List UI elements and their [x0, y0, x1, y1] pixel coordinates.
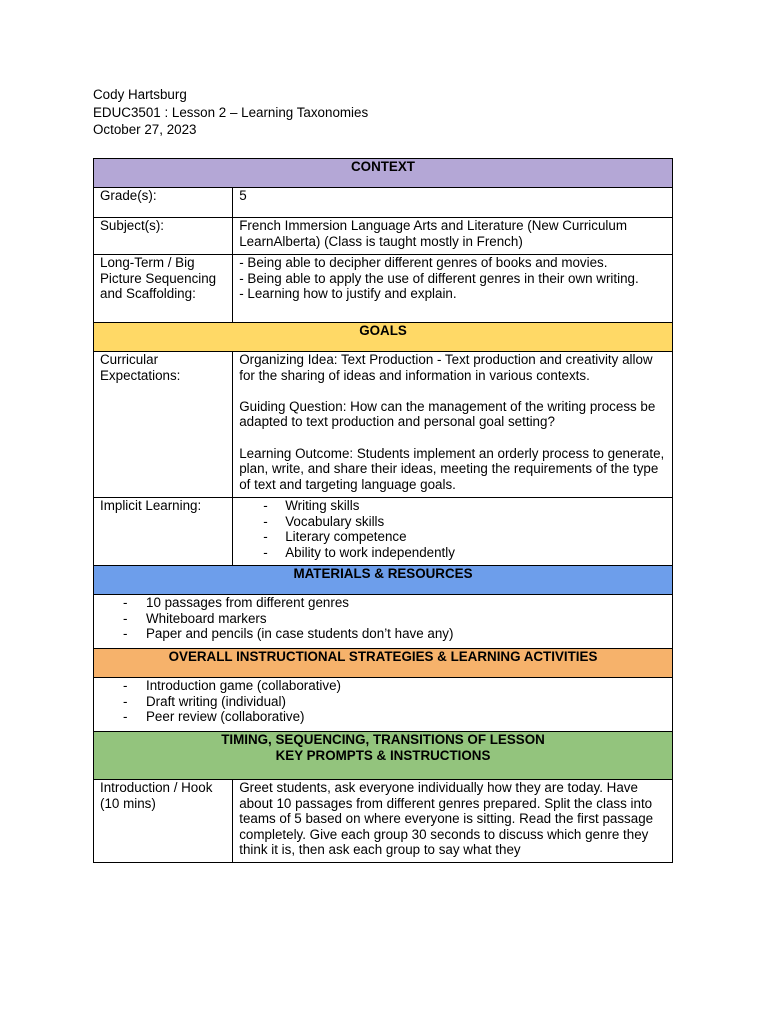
list-item: - Ability to work independently — [263, 544, 455, 560]
implicit-label: Implicit Learning: — [94, 498, 233, 566]
list-item: - Paper and pencils (in case students don’t have any) — [123, 626, 454, 642]
grade-label: Grade(s): — [94, 188, 233, 218]
timing-heading-line: KEY PROMPTS & INSTRUCTIONS — [275, 747, 491, 763]
timing-heading-line: TIMING, SEQUENCING, TRANSITIONS OF LESSON — [221, 732, 545, 747]
author-name: Cody Hartsburg — [93, 87, 187, 102]
intro-text: Greet students, ask everyone individually how they are today. Have about 10 passages from different genres prepared. Split the class into teams of 5 based on where everyone is sitting. Read the first passage completely. Give each group 30 seconds to discuss which genre they think it is, then ask each group to say what they — [239, 780, 654, 858]
list-item: - Vocabulary skills — [263, 513, 385, 529]
document-header — [93, 86, 368, 139]
implicit-row — [94, 498, 673, 566]
overall-heading: OVERALL INSTRUCTIONAL STRATEGIES & LEARNING ACTIVITIES — [94, 649, 673, 678]
goals-heading-row — [94, 323, 673, 352]
curricular-value — [233, 352, 673, 498]
intro-label: Introduction / Hook (10 mins) — [94, 780, 233, 863]
overall-row — [94, 678, 673, 732]
materials-row — [94, 595, 673, 649]
list-item: - Introduction game (collaborative) — [123, 678, 342, 693]
materials-heading: MATERIALS & RESOURCES — [94, 566, 673, 595]
longterm-line: - Being able to decipher different genres of books and movies. — [239, 255, 608, 270]
implicit-value — [233, 498, 673, 566]
timing-heading — [94, 732, 673, 780]
longterm-line: - Learning how to justify and explain. — [239, 286, 457, 302]
longterm-label: Long-Term / Big Picture Sequencing and Scaffolding: — [94, 255, 233, 323]
curricular-row — [94, 352, 673, 498]
list-item: - Writing skills — [263, 498, 360, 513]
goals-heading: GOALS — [94, 323, 673, 352]
materials-list — [100, 595, 666, 642]
list-item: - Literary competence — [263, 529, 407, 545]
context-heading-row — [94, 159, 673, 188]
grade-row — [94, 188, 673, 218]
course-title: EDUC3501 : Lesson 2 – Learning Taxonomies — [93, 104, 369, 120]
longterm-value — [233, 255, 673, 323]
context-heading: CONTEXT — [94, 159, 673, 188]
overall-value — [94, 678, 673, 732]
subject-row — [94, 218, 673, 255]
intro-value — [233, 780, 673, 863]
longterm-row — [94, 255, 673, 323]
longterm-line: - Being able to apply the use of different genres in their own writing. — [239, 270, 639, 286]
subject-label: Subject(s): — [94, 218, 233, 255]
learning-outcome: Learning Outcome: Students implement an orderly process to generate, plan, write, and share their ideas, meeting the requirements of the type of text and targeting language goals. — [239, 445, 665, 492]
curricular-label: Curricular Expectations: — [94, 352, 233, 498]
intro-row — [94, 780, 673, 863]
list-item: - 10 passages from different genres — [123, 595, 349, 610]
guiding-question: Guiding Question: How can the management of the writing process be adapted to text production and personal goal setting? — [239, 398, 656, 430]
subject-value: French Immersion Language Arts and Literature (New Curriculum LearnAlberta) (Class is taught mostly in French) — [233, 218, 673, 255]
implicit-list — [239, 498, 666, 560]
materials-heading-row — [94, 566, 673, 595]
lesson-plan-table — [93, 158, 673, 863]
list-item: - Draft writing (individual) — [123, 693, 286, 709]
overall-list — [100, 678, 666, 725]
grade-value: 5 — [233, 188, 673, 218]
list-item: - Peer review (collaborative) — [123, 709, 305, 725]
materials-value — [94, 595, 673, 649]
timing-heading-row — [94, 732, 673, 780]
list-item: - Whiteboard markers — [123, 610, 267, 626]
organizing-idea: Organizing Idea: Text Production - Text production and creativity allow for the sharing of ideas and information in various contexts. — [239, 352, 653, 383]
document-date: October 27, 2023 — [93, 122, 197, 138]
overall-heading-row — [94, 649, 673, 678]
